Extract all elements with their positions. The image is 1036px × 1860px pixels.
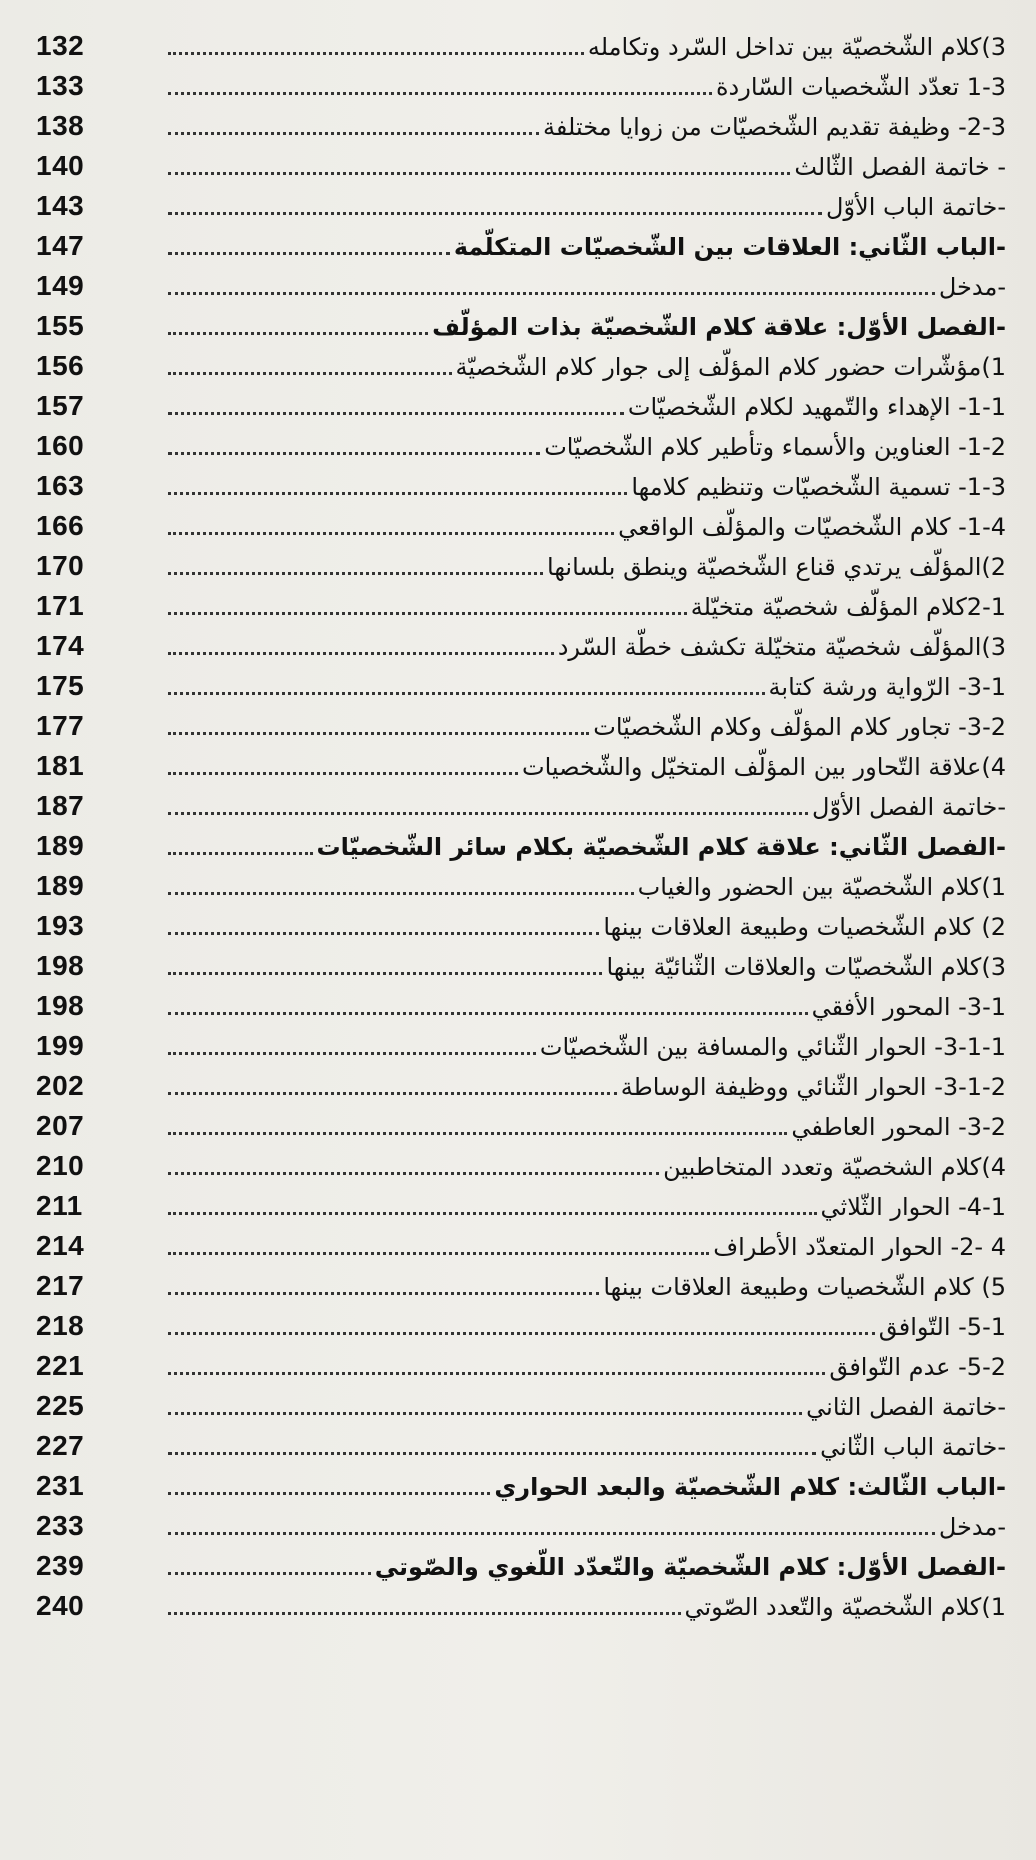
toc-dot-leader [168,1558,371,1575]
toc-page-number: 202 [36,1070,85,1101]
toc-entry-title: 3-1- الرّواية ورشة كتابة [768,673,1006,701]
toc-entry [36,226,1006,266]
toc-entry [36,546,1006,586]
toc-entry [36,1226,1006,1266]
toc-entry [36,146,1006,186]
toc-entry-title: 4-1- الحوار الثّلاثي [820,1193,1006,1221]
toc-page-number: 193 [36,910,85,941]
toc-page-number: 157 [36,390,85,421]
toc-entry [36,266,1006,306]
toc-entry-title: 4 -2- الحوار المتعدّد الأطراف [713,1233,1006,1261]
toc-entry-title: -خاتمة الفصل الأوّل [812,793,1006,821]
toc-dot-leader [168,1038,536,1055]
toc-entry [36,386,1006,426]
toc-page-number: 156 [36,350,85,381]
toc-entry [36,1466,1006,1506]
toc-entry [36,1426,1006,1466]
toc-dot-leader [168,198,822,215]
toc-page-number: 155 [36,310,85,341]
toc-dot-leader [168,1398,802,1415]
toc-entry [36,986,1006,1026]
toc-entry-title: 5) كلام الشّخصيات وطبيعة العلاقات بينها [603,1273,1006,1301]
toc-entry [36,1586,1006,1626]
toc-entry-title: 1)مؤشّرات حضور كلام المؤلّف إلى جوار كلام الشّخصيّة [455,353,1006,381]
toc-entry-title: 3-1- المحور الأفقي [811,993,1006,1021]
toc-dot-leader [168,1438,816,1455]
toc-entry [36,186,1006,226]
toc-entry-title: 4)كلام الشخصيّة وتعدد المتخاطبين [663,1153,1006,1181]
toc-page-number: 138 [36,110,85,141]
toc-page-number: 174 [36,630,85,661]
toc-dot-leader [168,598,687,615]
table-of-contents [36,26,1006,1626]
toc-entry-title: -الفصل الأوّل: كلام الشّخصيّة والتّعدّد اللّغوي والصّوتي [374,1553,1006,1581]
toc-dot-leader [168,1598,681,1615]
toc-page-number: 239 [36,1550,85,1581]
toc-dot-leader [168,1318,875,1335]
toc-dot-leader [168,1518,935,1535]
toc-dot-leader [168,38,584,55]
toc-entry [36,66,1006,106]
toc-entry [36,946,1006,986]
toc-entry-title: -الباب الثّالث: كلام الشّخصيّة والبعد الحواري [494,1473,1006,1501]
toc-page-number: 163 [36,470,85,501]
toc-page-number: 147 [36,230,85,261]
toc-entry-title: 1-3 تعدّد الشّخصيات السّاردة [715,73,1006,101]
toc-entry-title: 1)كلام الشّخصيّة والتّعدد الصّوتي [684,1593,1006,1621]
toc-page-number: 225 [36,1390,85,1421]
toc-page-number: 227 [36,1430,85,1461]
toc-entry [36,1106,1006,1146]
toc-page-number: 233 [36,1510,85,1541]
toc-page-number: 221 [36,1350,85,1381]
toc-entry-title: -الباب الثّاني: العلاقات بين الشّخصيّات المتكلّمة [453,233,1006,261]
toc-dot-leader [168,438,540,455]
toc-dot-leader [168,878,634,895]
toc-entry [36,626,1006,666]
toc-entry [36,1186,1006,1226]
toc-entry-title: 1-1- الإهداء والتّمهيد لكلام الشّخصيّات [627,393,1006,421]
toc-page-number: 189 [36,870,85,901]
toc-dot-leader [168,998,808,1015]
toc-entry-title: 2)المؤلّف يرتدي قناع الشّخصيّة وينطق بلسانها [547,553,1006,581]
toc-dot-leader [168,838,313,855]
toc-entry-title: 4)علاقة التّحاور بين المؤلّف المتخيّل والشّخصيات [521,753,1006,781]
toc-entry [36,866,1006,906]
toc-dot-leader [168,1358,825,1375]
toc-dot-leader [168,758,518,775]
toc-entry [36,26,1006,66]
toc-page-number: 132 [36,30,85,61]
toc-entry [36,306,1006,346]
toc-entry-title: 3-2- المحور العاطفي [791,1113,1006,1141]
toc-dot-leader [168,1158,659,1175]
toc-page-number: 231 [36,1470,85,1501]
toc-dot-leader [168,398,624,415]
toc-dot-leader [168,158,790,175]
toc-page-number: 199 [36,1030,85,1061]
toc-entry-title: 3)المؤلّف شخصيّة متخيّلة تكشف خطّة السّرد [557,633,1006,661]
toc-entry-title: 3-1-2- الحوار الثّنائي ووظيفة الوساطة [620,1073,1006,1101]
toc-page-number: 149 [36,270,85,301]
toc-entry [36,1386,1006,1426]
toc-page-number: 198 [36,990,85,1021]
toc-entry-title: 3-1-1- الحوار الثّنائي والمسافة بين الشّخصيّات [539,1033,1006,1061]
toc-entry [36,586,1006,626]
toc-dot-leader [168,1118,787,1135]
toc-entry [36,906,1006,946]
toc-entry-title: 1)كلام الشّخصيّة بين الحضور والغياب [637,873,1006,901]
toc-entry-title: -خاتمة الفصل الثاني [806,1393,1006,1421]
toc-dot-leader [168,718,589,735]
toc-page-number: 160 [36,430,85,461]
toc-page-number: 210 [36,1150,85,1181]
toc-entry-title: - خاتمة الفصل الثّالث [794,153,1006,181]
toc-entry-title: 2) كلام الشّخصيات وطبيعة العلاقات بينها [603,913,1006,941]
toc-entry [36,506,1006,546]
toc-entry [36,426,1006,466]
toc-entry-title: 2-1كلام المؤلّف شخصيّة متخيّلة [690,593,1006,621]
toc-entry [36,1306,1006,1346]
toc-entry [36,466,1006,506]
toc-dot-leader [168,238,450,255]
toc-dot-leader [168,1238,709,1255]
toc-entry-title: 1-4- كلام الشّخصيّات والمؤلّف الواقعي [618,513,1006,541]
toc-dot-leader [168,278,935,295]
toc-dot-leader [168,638,554,655]
toc-entry-title: 5-2- عدم التّوافق [829,1353,1006,1381]
toc-page-number: 170 [36,550,85,581]
toc-page-number: 240 [36,1590,85,1621]
toc-dot-leader [168,1198,817,1215]
toc-dot-leader [168,958,602,975]
toc-dot-leader [168,558,543,575]
toc-page-number: 187 [36,790,85,821]
toc-entry [36,1066,1006,1106]
toc-entry [36,706,1006,746]
toc-entry-title: -خاتمة الباب الأوّل [826,193,1006,221]
toc-entry [36,746,1006,786]
toc-dot-leader [168,678,765,695]
toc-dot-leader [168,1278,599,1295]
toc-entry-title: -الفصل الأوّل: علاقة كلام الشّخصيّة بذات المؤلّف [432,313,1006,341]
toc-page-number: 175 [36,670,85,701]
toc-entry [36,666,1006,706]
toc-page-number: 217 [36,1270,85,1301]
toc-page-number: 218 [36,1310,85,1341]
toc-page-number: 140 [36,150,85,181]
toc-entry-title: 3)كلام الشّخصيّة بين تداخل السّرد وتكامله [587,33,1006,61]
toc-dot-leader [168,358,452,375]
toc-dot-leader [168,918,599,935]
toc-page-number: 207 [36,1110,85,1141]
toc-entry [36,1506,1006,1546]
toc-entry [36,826,1006,866]
toc-page-number: 143 [36,190,85,221]
toc-entry [36,106,1006,146]
toc-entry-title: 3)كلام الشّخصيّات والعلاقات الثّنائيّة بينها [606,953,1006,981]
toc-entry-title: 5-1- التّوافق [878,1313,1006,1341]
toc-entry-title: -مدخل [938,1513,1006,1541]
toc-entry [36,346,1006,386]
toc-dot-leader [168,78,712,95]
toc-entry-title: 1-2- العناوين والأسماء وتأطير كلام الشّخصيّات [544,433,1006,461]
toc-page-number: 189 [36,830,85,861]
toc-entry [36,786,1006,826]
toc-entry [36,1146,1006,1186]
toc-dot-leader [168,118,539,135]
toc-page-number: 133 [36,70,85,101]
toc-page-number: 181 [36,750,85,781]
toc-entry [36,1266,1006,1306]
toc-entry-title: -مدخل [938,273,1006,301]
toc-dot-leader [168,1478,490,1495]
toc-dot-leader [168,318,428,335]
toc-entry-title: -الفصل الثّاني: علاقة كلام الشّخصيّة بكلام سائر الشّخصيّات [316,833,1006,861]
toc-page-number: 198 [36,950,85,981]
toc-entry [36,1546,1006,1586]
toc-dot-leader [168,478,627,495]
toc-entry-title: 2-3- وظيفة تقديم الشّخصيّات من زوايا مختلفة [543,113,1006,141]
toc-page-number: 166 [36,510,85,541]
toc-entry-title: 1-3- تسمية الشّخصيّات وتنظيم كلامها [631,473,1006,501]
toc-page-number: 171 [36,590,85,621]
toc-entry [36,1026,1006,1066]
toc-page-number: 214 [36,1230,85,1261]
toc-dot-leader [168,798,808,815]
toc-page-number: 177 [36,710,85,741]
toc-dot-leader [168,1078,617,1095]
toc-entry-title: 3-2- تجاور كلام المؤلّف وكلام الشّخصيّات [593,713,1006,741]
toc-entry [36,1346,1006,1386]
toc-page-number: 211 [36,1190,83,1221]
toc-entry-title: -خاتمة الباب الثّاني [820,1433,1006,1461]
toc-dot-leader [168,518,614,535]
